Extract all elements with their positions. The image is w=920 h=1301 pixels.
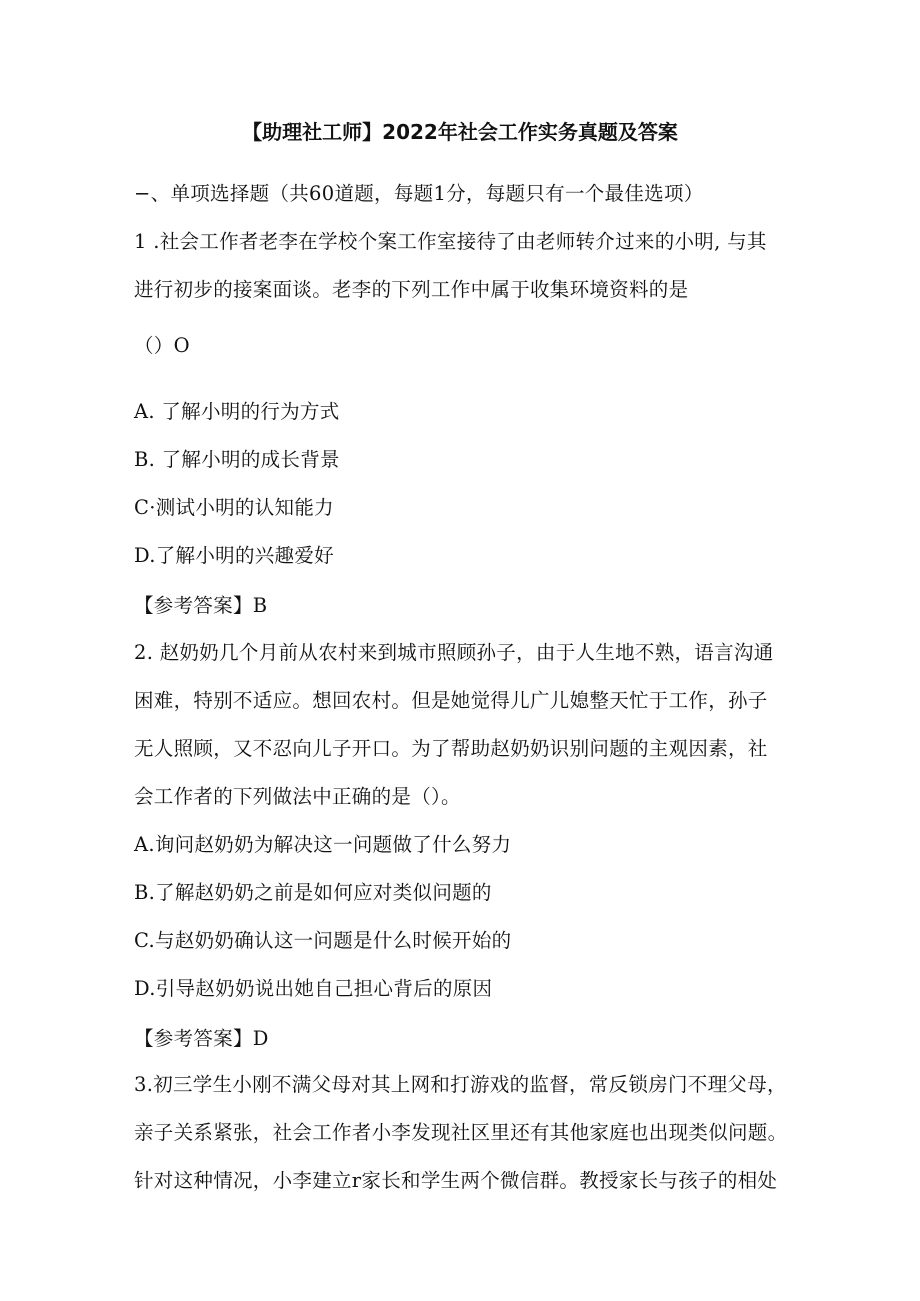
question-1-answer: 【参考答案】B xyxy=(134,594,268,617)
question-2-option-b: B.了解赵奶奶之前是如何应对类似问题的 xyxy=(134,881,492,904)
question-1-option-b: B. 了解小明的成长背景 xyxy=(134,448,340,471)
question-3-stem-line-2: 亲子关系紧张，社会工作者小李发现社区里还有其他家庭也出现类似问题。 xyxy=(134,1121,788,1144)
question-1-stem-line-1: 1 .社会工作者老李在学校个案工作室接待了由老师转介过来的小明, 与其 xyxy=(134,230,767,253)
question-3-stem-line-1: 3.初三学生小刚不满父母对其上网和打游戏的监督，常反锁房门不理父母， xyxy=(134,1073,787,1096)
question-2-option-d: D.引导赵奶奶说出她自己担心背后的原因 xyxy=(134,977,493,1000)
question-2-option-c: C.与赵奶奶确认这一问题是什么时候开始的 xyxy=(134,929,512,952)
question-2-stem-line-4: 会工作者的下列做法中正确的是（）。 xyxy=(134,785,461,808)
question-2-stem-line-3: 无人照顾，又不忍向儿子开口。为了帮助赵奶奶识别问题的主观因素，社 xyxy=(134,737,768,760)
question-2-stem-line-2: 困难，特别不适应。想回农村。但是她觉得儿广儿媳整天忙于工作，孙子 xyxy=(134,689,768,712)
question-1-stem-line-2: 进行初步的接案面谈。老李的下列工作中属于收集环境资料的是 xyxy=(134,278,689,301)
question-2-stem-line-1: 2. 赵奶奶几个月前从农村来到城市照顾孙子，由于人生地不熟，语言沟通 xyxy=(134,641,774,664)
question-1-option-d: D.了解小明的兴趣爱好 xyxy=(134,544,334,567)
question-2-option-a: A.询问赵奶奶为解决这一问题做了什么努力 xyxy=(134,833,512,856)
question-2-answer: 【参考答案】D xyxy=(134,1027,269,1050)
document-title: 【助理社工师】2022年社会工作实务真题及答案 xyxy=(242,120,678,144)
question-3-stem-line-3: 针对这种情况，小李建立r家长和学生两个微信群。教授家长与孩子的相处 xyxy=(134,1169,778,1192)
question-1-option-c: C·测试小明的认知能力 xyxy=(134,496,334,519)
question-1-option-a: A. 了解小明的行为方式 xyxy=(134,400,340,423)
question-1-stem-line-3: （）O xyxy=(134,334,190,357)
section-heading: −、单项选择题（共60道题，每题1分，每题只有一个最佳选项） xyxy=(134,182,704,205)
